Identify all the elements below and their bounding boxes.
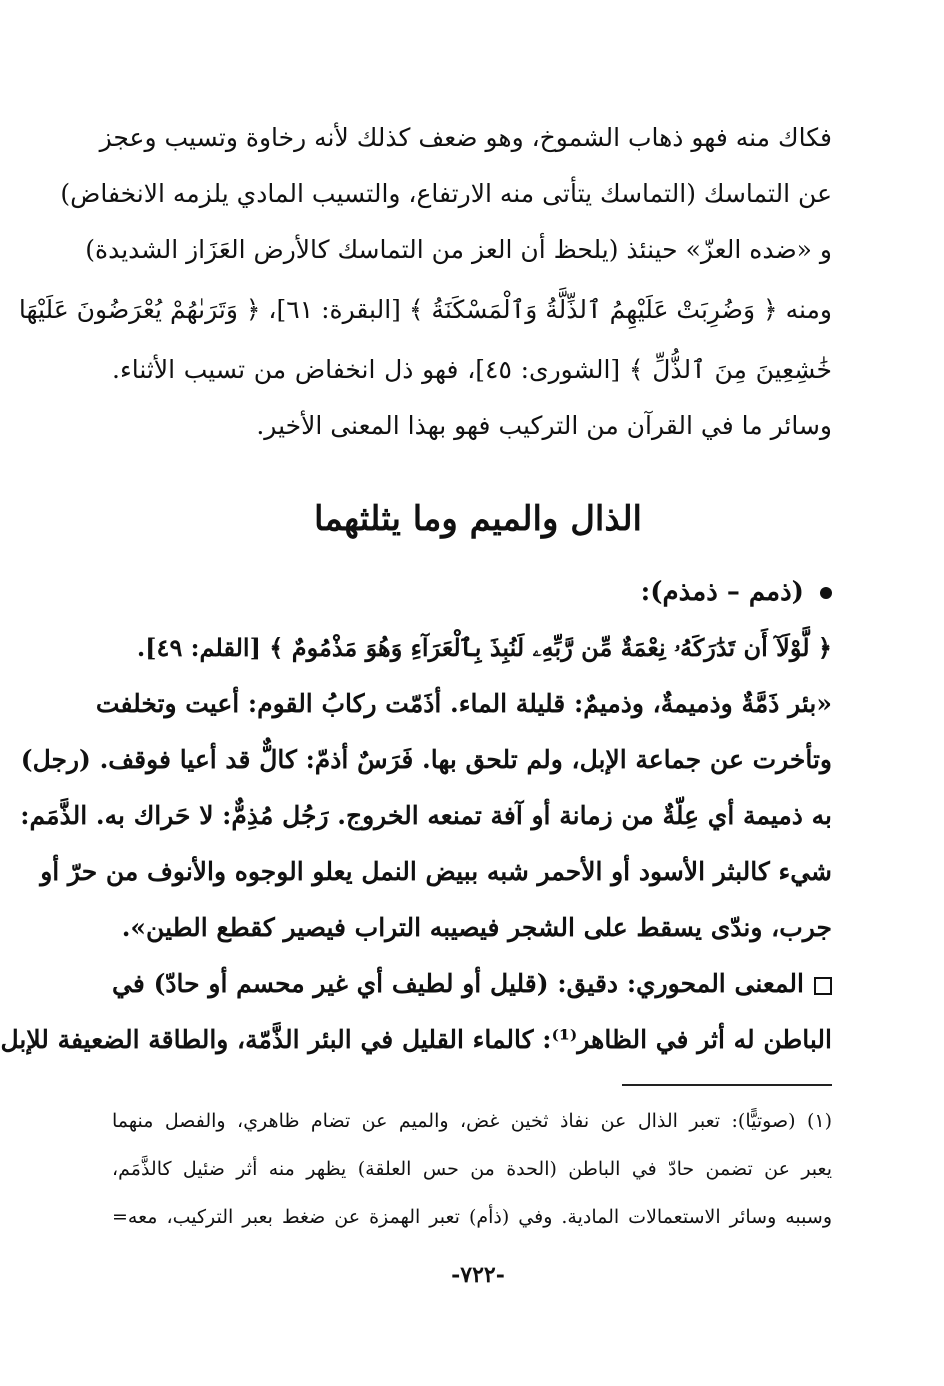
footnote-line: وسببه وسائر الاستعمالات المادية. وفي (ذأم) تعبر الهمزة عن ضغط بعبر التركيب، معه= (112, 1206, 832, 1228)
entry-title (641, 572, 832, 612)
text-line: شيء كالبثر الأسود أو الأحمر شبه ببيض النمل يعلو الوجوه والأنوف من حرّ أو (40, 857, 832, 886)
text-line: به ذميمة أي عِلّةٌ من زمانة أو آفة تمنعه الخروج. رَجُل مُذِمٌّ: لا حَراك به. الذَّمَم: (20, 801, 832, 830)
text-line: عن التماسك (التماسك يتأتى منه الارتفاع، والتسيب المادي يلزمه الانخفاض) (60, 179, 832, 208)
square-bullet-icon (814, 977, 832, 995)
quran-verse: ﴿ لَّوْلَآ أَن تَدَٰرَكَهُۥ نِعْمَةٌ مِّن رَّبِّهِۦ لَنُبِذَ بِٱلْعَرَآءِ وَهُوَ مَذْمُومٌ ﴾ [القلم: ٤٩]. (136, 633, 832, 662)
section-heading: الذال والميم وما يثلثهما (314, 499, 642, 539)
text-line: خَٰشِعِينَ مِنَ ٱلذُّلِّ ﴾ [الشورى: ٤٥]، فهو ذل انخفاض من تسيب الأثناء. (112, 355, 832, 384)
footnote-line: (١) (صوتيًّا): تعبر الذال عن نفاذ ثخين غض، والميم عن تضام ظاهري، والفصل منهما (112, 1110, 832, 1132)
text-line: الباطن له أثر في الظاهر⁽¹⁾: كالماء القليل في البئر الذَّمّة، والطاقة الضعيفة للإبل (0, 1025, 832, 1054)
footnote-line: يعبر عن تضمن حادّ في الباطن (الحدة من حس العلقة) يظهر منه أثر ضئيل كالذَّمَم، (112, 1158, 832, 1180)
text-line: فكاك منه فهو ذهاب الشموخ، وهو ضعف كذلك لأنه رخاوة وتسيب وعجز (99, 123, 832, 152)
entry-label: (ذمم – ذمذم): (640, 577, 804, 607)
text-line: وتأخرت عن جماعة الإبل، ولم تلحق بها. فَرَسٌ أذمّ: كالٌّ قد أعيا فوقف. (رجل) (20, 745, 832, 774)
footnote-divider (622, 1084, 832, 1086)
text-line: جرب، وندّى يسقط على الشجر فيصيبه التراب فيصير كقطع الطين». (121, 913, 832, 942)
text-line (112, 964, 832, 1004)
text-line: وسائر ما في القرآن من التركيب فهو بهذا المعنى الأخير. (256, 411, 832, 440)
meaning-label: المعنى المحوري: (626, 969, 804, 998)
text-line: ومنه ﴿ وَضُرِبَتْ عَلَيْهِمُ ٱلذِّلَّةُ وَٱلْمَسْكَنَةُ ﴾ [البقرة: ٦١]، ﴿ وَتَرَىٰهُمْ يُعْرَضُونَ عَلَيْهَا (18, 295, 832, 324)
meaning-text: دقيق: (قليل أو لطيف أي غير محسم أو حادّ) في (112, 969, 619, 998)
bullet-icon (820, 587, 832, 599)
page-number: -٧٢٢- (451, 1262, 505, 1288)
text-line: و «ضده العزّ» حينئذ (يلحظ أن العز من التماسك كالأرض العَزَاز الشديدة) (85, 235, 832, 264)
text-line: «بئر ذَمَّةٌ وذميمةٌ، وذميمٌ: قليلة الماء. أذَمّت ركابُ القوم: أعيت وتخلفت (95, 689, 832, 718)
